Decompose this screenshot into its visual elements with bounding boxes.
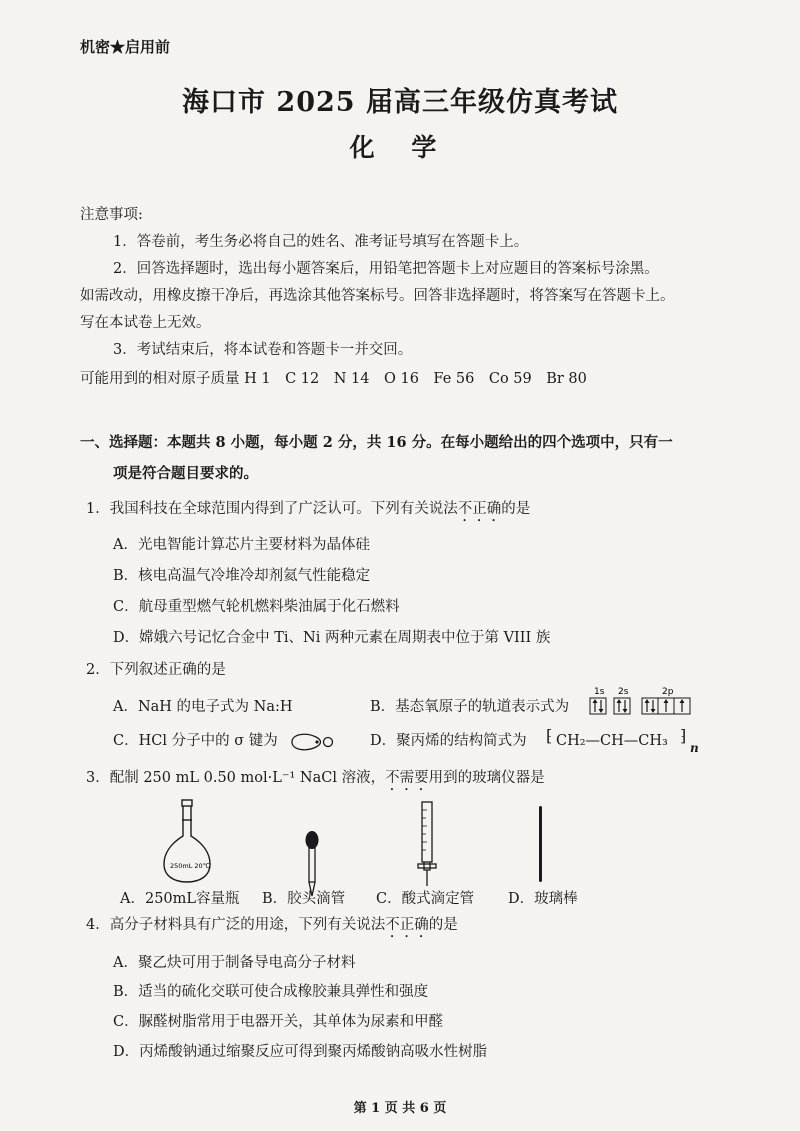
section-1-heading-line-1: 一、选择题：本题共 8 小题，每小题 2 分，共 16 分。在每小题给出的四个选项中，只有一 xyxy=(80,434,673,451)
q1-stem: 1．我国科技在全球范围内得到了广泛认可。下列有关说法不正确的是 xyxy=(86,501,531,517)
q4-emphasis: 不正确 xyxy=(385,917,429,933)
notes-item-2-line-3: 写在本试卷上无效。 xyxy=(80,315,211,331)
q2-stem: 2．下列叙述正确的是 xyxy=(86,662,226,678)
q2-option-d: D．聚丙烯的结构简式为 xyxy=(370,733,527,749)
flask-mark-text: 250mL 20℃ xyxy=(170,862,210,870)
q3-emphasis: 不需要 xyxy=(385,770,429,786)
polypropylene-formula: CH₂—CH—CH₃ xyxy=(556,733,668,749)
burette-figure xyxy=(414,800,440,890)
q1-option-d: D．嫦娥六号记忆合金中 Ti、Ni 两种元素在周期表中位于第 VIII 族 xyxy=(113,630,551,646)
sigma-bond-figure xyxy=(288,731,336,753)
notes-heading: 注意事项: xyxy=(80,207,143,223)
q3-option-c: C．酸式滴定管 xyxy=(376,891,475,907)
confidential-label: 机密★启用前 xyxy=(80,38,171,56)
q4-option-d: D．丙烯酸钠通过缩聚反应可得到聚丙烯酸钠高吸水性树脂 xyxy=(113,1044,488,1060)
q3-option-a: A．250mL容量瓶 xyxy=(120,891,240,907)
oxygen-orbital-diagram xyxy=(588,686,700,716)
q2-option-c: C．HCl 分子中的 σ 键为 xyxy=(113,733,278,749)
q4-stem: 4．高分子材料具有广泛的用途，下列有关说法不正确的是 xyxy=(86,917,458,933)
q4-option-c: C．脲醛树脂常用于电器开关，其单体为尿素和甲醛 xyxy=(113,1014,444,1030)
orbital-label-2p: 2p xyxy=(662,687,674,697)
notes-item-2-line-2: 如需改动，用橡皮擦干净后，再选涂其他答案标号。回答非选择题时，将答案写在答题卡上。 xyxy=(80,288,675,304)
subject-title: 化 学 xyxy=(349,133,451,162)
q3-option-d: D．玻璃棒 xyxy=(508,891,578,907)
page-number: 第 1 页 共 6 页 xyxy=(353,1101,447,1116)
orbital-label-2s: 2s xyxy=(618,687,629,697)
polyp-bracket-right: ⁆ xyxy=(680,726,687,745)
q1-option-b: B．核电高温气冷堆冷却剂氦气性能稳定 xyxy=(113,568,371,584)
q1-emphasis: 不正确 xyxy=(457,501,502,517)
polyp-bracket-left: ⁅ xyxy=(546,726,553,745)
notes-item-1: 1．答卷前，考生务必将自己的姓名、准考证号填写在答题卡上。 xyxy=(113,234,529,250)
q4-option-b: B．适当的硫化交联可使合成橡胶兼具弹性和强度 xyxy=(113,984,429,1000)
polymer-subscript-n: n xyxy=(690,741,699,755)
volumetric-flask-figure xyxy=(158,796,218,886)
q4-option-a: A．聚乙炔可用于制备导电高分子材料 xyxy=(113,955,356,971)
q1-option-c: C．航母重型燃气轮机燃料柴油属于化石燃料 xyxy=(113,599,400,615)
section-1-heading-line-2: 项是符合题目要求的。 xyxy=(113,465,258,482)
q3-stem: 3．配制 250 mL 0.50 mol·L⁻¹ NaCl 溶液，不需要用到的玻璃仪器是 xyxy=(86,770,545,786)
notes-item-3: 3．考试结束后，将本试卷和答题卡一并交回。 xyxy=(113,342,413,358)
glass-rod-figure xyxy=(537,806,545,884)
exam-title: 海口市 2025 届高三年级仿真考试 xyxy=(182,87,618,118)
q2-option-a: A．NaH 的电子式为 Na:H xyxy=(113,699,293,715)
q2-option-b: B．基态氧原子的轨道表示式为 xyxy=(370,699,570,715)
q3-option-b: B．胶头滴管 xyxy=(262,891,346,907)
notes-item-2-line-1: 2．回答选择题时，选出每小题答案后，用铅笔把答题卡上对应题目的答案标号涂黑。 xyxy=(113,261,659,277)
atomic-masses: 可能用到的相对原子质量 H 1 C 12 N 14 O 16 Fe 56 Co 59 Br 80 xyxy=(80,371,587,387)
orbital-label-1s: 1s xyxy=(594,687,605,697)
q1-option-a: A．光电智能计算芯片主要材料为晶体硅 xyxy=(113,537,370,553)
